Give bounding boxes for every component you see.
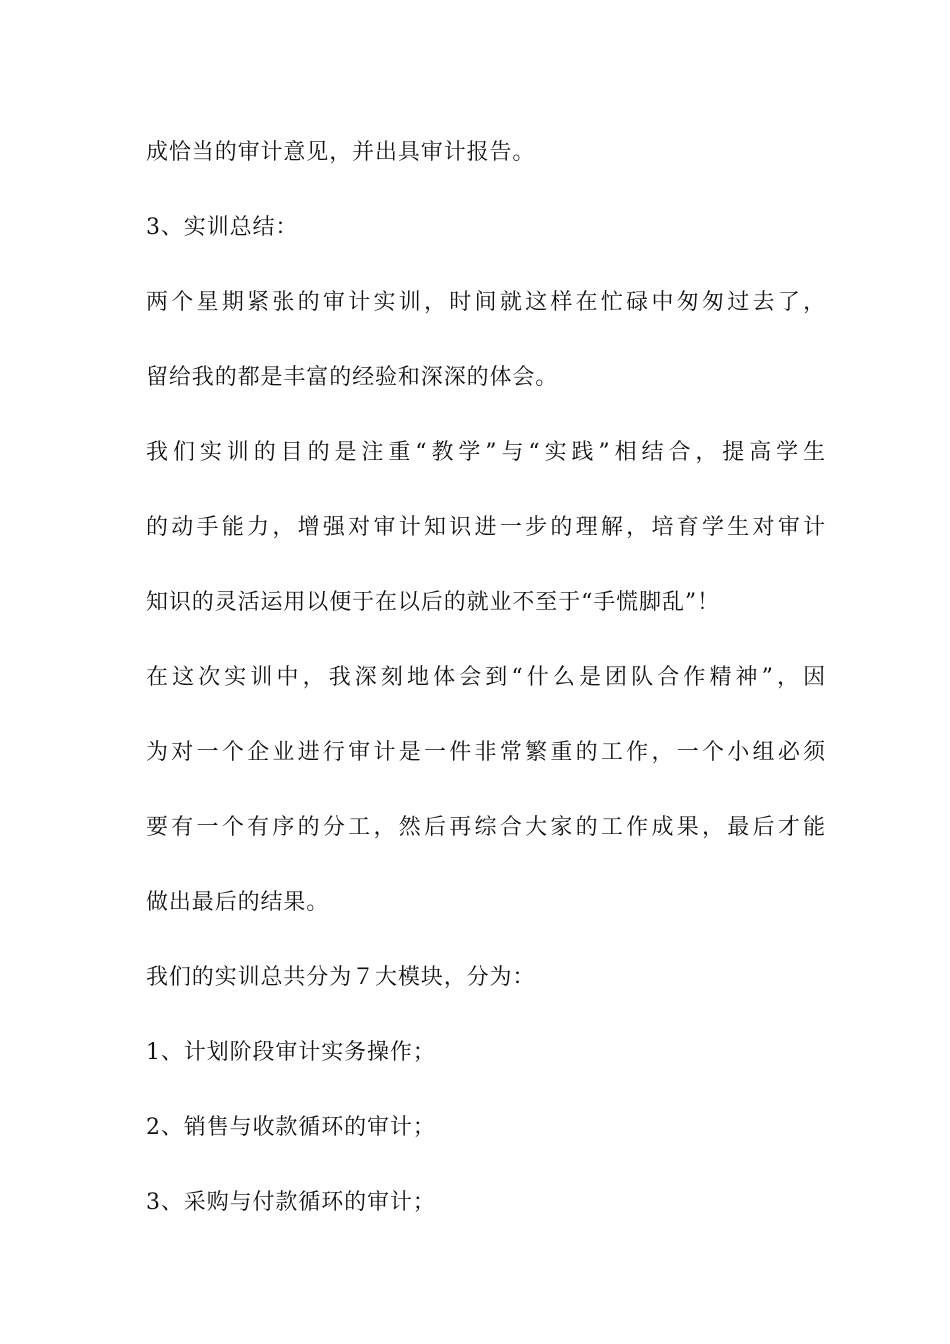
text-line: 成恰当的审计意见，并出具审计报告。 — [146, 140, 536, 165]
text-line: 为对一个企业进行审计是一件非常繁重的工作，一个小组必须 — [146, 740, 826, 765]
text-line: 在这次实训中，我深刻地体会到“什么是团队合作精神”，因 — [146, 665, 826, 690]
text-line: 要有一个有序的分工，然后再综合大家的工作成果，最后才能 — [146, 815, 826, 840]
section-heading: 3、实训总结： — [146, 215, 299, 240]
text-line: 做出最后的结果。 — [146, 890, 330, 915]
list-item: 2、销售与收款循环的审计； — [146, 1115, 436, 1140]
text-line: 留给我的都是丰富的经验和深深的体会。 — [146, 365, 559, 390]
text-line: 的动手能力，增强对审计知识进一步的理解，培育学生对审计 — [146, 515, 826, 540]
text-line: 两个星期紧张的审计实训，时间就这样在忙碌中匆匆过去了， — [146, 290, 826, 315]
text-line: 我们实训的目的是注重“教学”与“实践”相结合，提高学生 — [146, 440, 826, 465]
text-line: 知识的灵活运用以便于在以后的就业不至于“手慌脚乱”！ — [146, 590, 720, 615]
list-item: 3、采购与付款循环的审计； — [146, 1190, 436, 1215]
list-item: 1、计划阶段审计实务操作； — [146, 1040, 436, 1065]
text-line: 我们的实训总共分为７大模块，分为： — [146, 965, 536, 990]
